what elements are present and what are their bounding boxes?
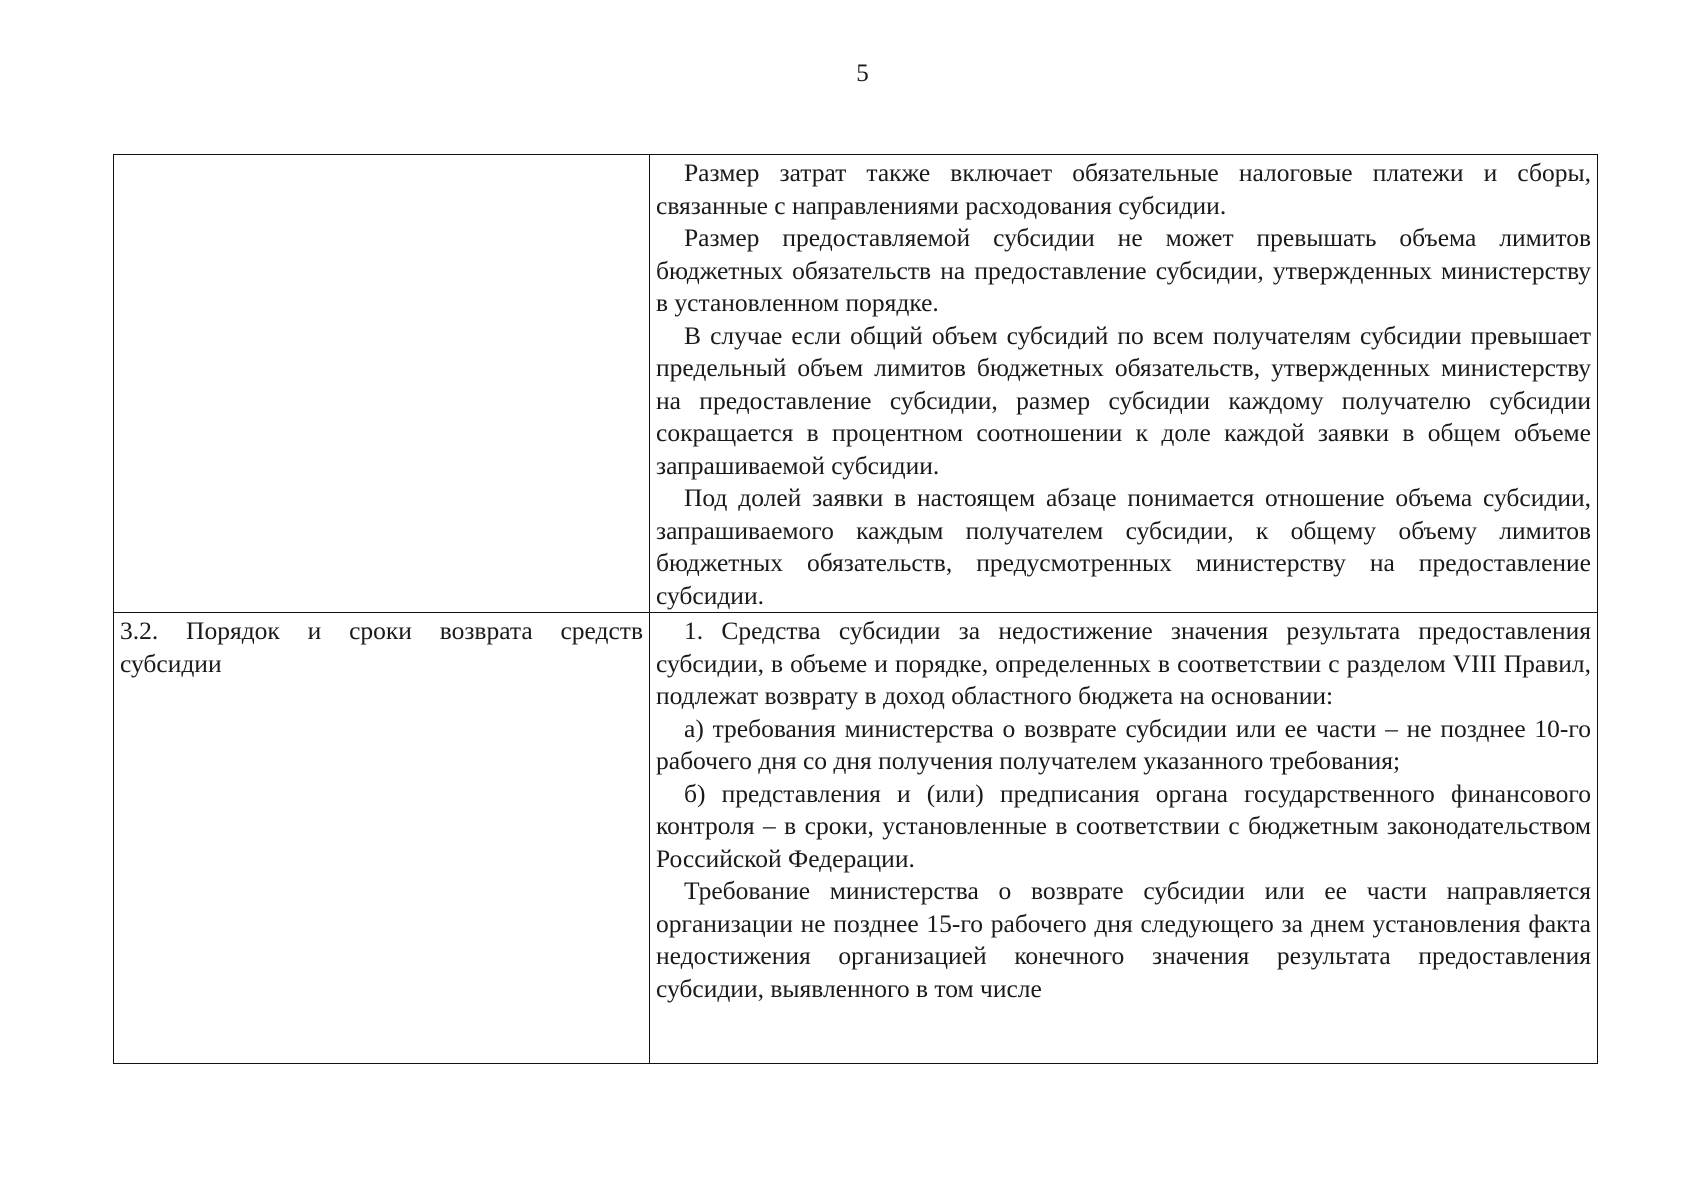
paragraph: Под долей заявки в настоящем абзаце понимается отношение объема субсидии, запрашиваемого каждым получателем субсидии, к общему объему лимитов бюджетных обязательств, предусмотренных министерству на предоставление субсидии.: [656, 483, 1591, 610]
paragraph: б) представления и (или) предписания органа государственного финансового контроля – в сроки, установленные в соответствии с бюджетным законодательством Российской Федерации.: [656, 778, 1591, 873]
row-content-cell: [650, 613, 1598, 1064]
paragraph: Размер затрат также включает обязательные налоговые платежи и сборы, связанные с направлениями расходования субсидии.: [656, 158, 1591, 220]
page-number: 5: [856, 60, 869, 87]
row-heading-cell: 3.2. Порядок и сроки возврата средств субсидии: [114, 613, 650, 1064]
row-heading-cell: [114, 155, 650, 613]
table-row: [114, 155, 1598, 613]
paragraph: а) требования министерства о возврате субсидии или ее части – не позднее 10-го рабочего дня со дня получения получателем указанного требования;: [656, 713, 1591, 775]
row-content-cell: [650, 155, 1598, 613]
paragraph: Размер предоставляемой субсидии не может превышать объема лимитов бюджетных обязательств на предоставление субсидии, утвержденных министерству в установленном порядке.: [656, 223, 1591, 317]
paragraph: Требование министерства о возврате субсидии или ее части направляется организации не позднее 15-го рабочего дня следующего за днем установления факта недостижения организацией конечного значения результата предоставления субсидии, выявленного в том числе: [656, 876, 1591, 1003]
table-row: [114, 613, 1598, 1064]
document-table: [113, 154, 1598, 1064]
paragraph: В случае если общий объем субсидий по всем получателям субсидии превышает предельный объем лимитов бюджетных обязательств, утвержденных министерству на предоставление субсидии, размер субсидии каждому получателю субсидии сокращается в процентном соотношении к доле каждой заявки в общем объеме запрашиваемой субсидии.: [656, 320, 1591, 480]
paragraph: 1. Средства субсидии за недостижение значения результата предоставления субсидии, в объеме и порядке, определенных в соответствии с разделом VIII Правил, подлежат возврату в доход областного бюджета на основании:: [656, 616, 1591, 710]
